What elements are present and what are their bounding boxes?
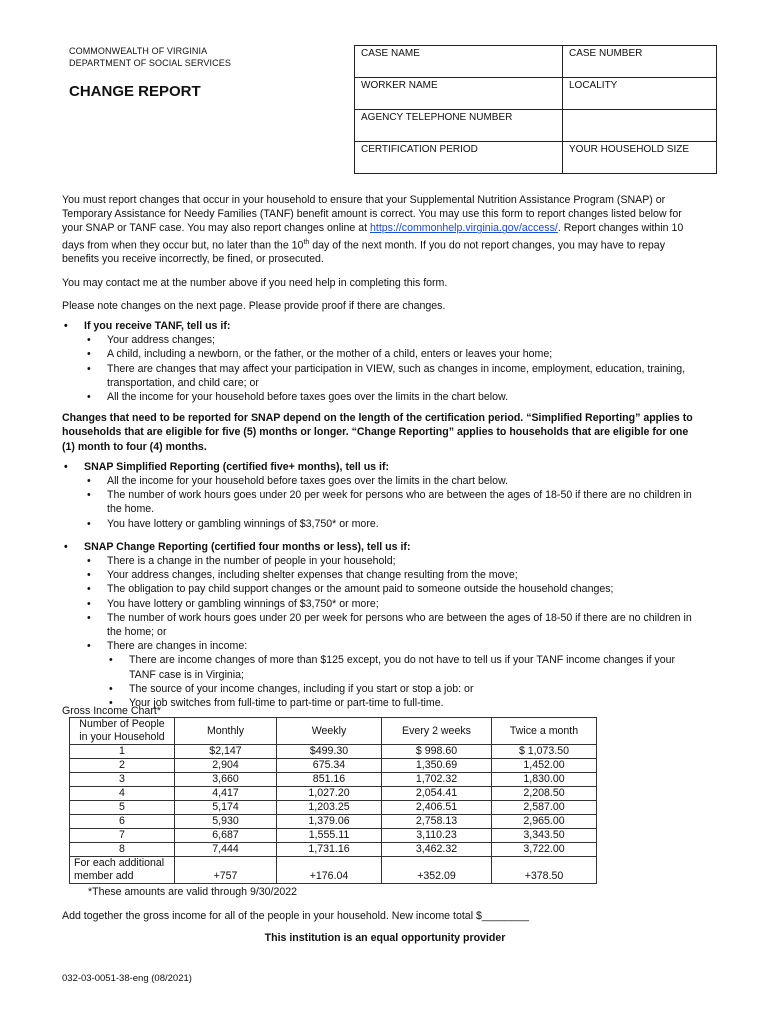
table-cell: 6 — [70, 815, 175, 829]
table-cell: For each additional member add — [70, 857, 175, 884]
table-cell: 1,830.00 — [492, 773, 597, 787]
table-cell: 2,208.50 — [492, 787, 597, 801]
proof-paragraph: Please note changes on the next page. Please provide proof if there are changes. — [62, 299, 446, 312]
case-number-label: CASE NUMBER — [569, 48, 643, 59]
list-item: • There is a change in the number of people in your household; — [62, 554, 702, 568]
list-item: • All the income for your household before taxes goes over the limits in the chart below. — [62, 474, 702, 488]
equal-opportunity-statement: This institution is an equal opportunity provider — [264, 932, 506, 944]
form-number: 032-03-0051-38-eng (08/2021) — [62, 973, 192, 984]
table-cell: 2,965.00 — [492, 815, 597, 829]
list-item: • The number of work hours goes under 20 per week for persons who are between the ages of 18-50 if there are no children in the home. — [62, 488, 702, 516]
table-row — [70, 829, 597, 843]
header-cell: Number of People in your Household — [70, 718, 175, 745]
table-row — [70, 745, 597, 759]
agency-line-1: COMMONWEALTH OF VIRGINIA — [69, 46, 208, 56]
list-item: • The source of your income changes, including if you start or stop a job: or — [62, 682, 702, 696]
worker-name-label: WORKER NAME — [361, 80, 438, 91]
table-cell: 1,731.16 — [277, 843, 382, 857]
table-cell: $2,147 — [175, 745, 277, 759]
table-cell: +378.50 — [492, 857, 597, 884]
table-cell: 7,444 — [175, 843, 277, 857]
table-cell: 2 — [70, 759, 175, 773]
commonhelp-link[interactable]: https://commonhelp.virginia.gov/access/ — [369, 222, 558, 235]
form-body — [62, 193, 702, 710]
table-cell: 1,350.69 — [382, 759, 492, 773]
snap-simplified-heading: • SNAP Simplified Reporting (certified five+ months), tell us if: — [62, 460, 702, 474]
table-cell: +352.09 — [382, 857, 492, 884]
case-name-field[interactable] — [355, 46, 563, 78]
table-cell: 5 — [70, 801, 175, 815]
table-row — [70, 787, 597, 801]
agency-phone-field[interactable] — [355, 110, 563, 142]
table-cell: 5,930 — [175, 815, 277, 829]
list-item: • You have lottery or gambling winnings of $3,750* or more; — [62, 597, 702, 611]
table-row — [70, 843, 597, 857]
table-row — [70, 857, 597, 884]
list-item: • A child, including a newborn, or the father, or the mother of a child, enters or leaves your home; — [62, 347, 702, 361]
header-cell: Twice a month — [492, 718, 597, 745]
intro-paragraph — [62, 193, 702, 267]
table-cell: +757 — [175, 857, 277, 884]
agency-phone-label: AGENCY TELEPHONE NUMBER — [361, 112, 513, 123]
list-item: • The number of work hours goes under 20 per week for persons who are between the ages of 18-50 if there are no children in the home; or — [62, 611, 702, 639]
agency-phone-extra-field[interactable] — [563, 110, 717, 142]
list-item: • All the income for your household before taxes goes over the limits in the chart below. — [62, 390, 702, 404]
form-title: CHANGE REPORT — [69, 83, 201, 100]
table-cell: 1 — [70, 745, 175, 759]
snap-change-heading: • SNAP Change Reporting (certified four months or less), tell us if: — [62, 540, 702, 554]
gross-income-chart — [69, 717, 597, 884]
case-name-label: CASE NAME — [361, 48, 420, 59]
table-cell: $ 1,073.50 — [492, 745, 597, 759]
table-cell: 5,174 — [175, 801, 277, 815]
table-cell: 675.34 — [277, 759, 382, 773]
table-cell: 1,555.11 — [277, 829, 382, 843]
table-cell: 8 — [70, 843, 175, 857]
table-cell: 1,027.20 — [277, 787, 382, 801]
table-cell: 4 — [70, 787, 175, 801]
table-cell: 1,452.00 — [492, 759, 597, 773]
snap-note: Changes that need to be reported for SNAP depend on the length of the certification period. “Simplified Reporting” applies to households that are eligible for five (5) months or longer. “Change Reporting” applies to households that are eligible for one (1) month to four (4) months. — [62, 412, 693, 453]
table-row — [70, 801, 597, 815]
table-cell: 2,054.41 — [382, 787, 492, 801]
income-total-line: Add together the gross income for all of the people in your household. New income total $________ — [62, 910, 530, 922]
intro-text-3: day of the next month. If you do not report changes, you may have to repay benefits you receive incorrectly, be fined, or prosecuted. — [62, 239, 665, 266]
list-item: • You have lottery or gambling winnings of $3,750* or more. — [62, 517, 702, 531]
intro-text-2: . Report changes within 10 days from when they occur but, no later than the 10 — [62, 222, 684, 252]
chart-title: Gross Income Chart* — [62, 705, 161, 717]
table-cell: 3,462.32 — [382, 843, 492, 857]
locality-label: LOCALITY — [569, 80, 618, 91]
table-cell: 2,904 — [175, 759, 277, 773]
table-cell: 7 — [70, 829, 175, 843]
chart-footnote: *These amounts are valid through 9/30/2022 — [88, 886, 298, 898]
table-cell: $499.30 — [277, 745, 382, 759]
header-cell: Every 2 weeks — [382, 718, 492, 745]
household-size-field[interactable] — [563, 142, 717, 174]
table-cell: 3,110.23 — [382, 829, 492, 843]
list-item: • There are changes in income: — [62, 639, 702, 653]
list-item: • There are income changes of more than $125 except, you do not have to tell us if your TANF income changes if your TANF case is in Virginia; — [62, 653, 702, 681]
table-cell: 851.16 — [277, 773, 382, 787]
certification-period-label: CERTIFICATION PERIOD — [361, 144, 478, 155]
table-cell: 3,722.00 — [492, 843, 597, 857]
table-cell: 1,203.25 — [277, 801, 382, 815]
intro-text-1: You must report changes that occur in your household to ensure that your Supplemental Nutrition Assistance Program (SNAP) or Temporary Assistance for Needy Families (TANF) benefit amount is correct. You may use this form to report changes listed below for your SNAP or TANF case. You may also report changes online at — [62, 194, 682, 235]
table-cell: 1,702.32 — [382, 773, 492, 787]
certification-period-field[interactable] — [355, 142, 563, 174]
header-cell: Weekly — [277, 718, 382, 745]
table-row — [70, 815, 597, 829]
locality-field[interactable] — [563, 78, 717, 110]
agency-line-2: DEPARTMENT OF SOCIAL SERVICES — [69, 58, 231, 68]
table-cell: 3,343.50 — [492, 829, 597, 843]
table-cell: 3,660 — [175, 773, 277, 787]
table-cell: 6,687 — [175, 829, 277, 843]
snap-simplified-section — [62, 460, 702, 531]
table-cell: 1,379.06 — [277, 815, 382, 829]
agency-name — [69, 45, 231, 69]
case-number-field[interactable] — [563, 46, 717, 78]
table-row — [70, 718, 597, 745]
list-item: • Your address changes; — [62, 333, 702, 347]
list-item: • The obligation to pay child support changes or the amount paid to someone outside the household changes; — [62, 582, 702, 596]
list-item: • Your job switches from full-time to part-time or part-time to full-time. — [62, 696, 702, 710]
table-cell: +176.04 — [277, 857, 382, 884]
list-item: • Your address changes, including shelter expenses that change resulting from the move; — [62, 568, 702, 582]
table-row — [70, 759, 597, 773]
table-cell: 2,587.00 — [492, 801, 597, 815]
table-cell: 4,417 — [175, 787, 277, 801]
table-cell: 2,758.13 — [382, 815, 492, 829]
table-row — [70, 773, 597, 787]
tanf-heading: • If you receive TANF, tell us if: — [62, 319, 702, 333]
contact-paragraph: You may contact me at the number above if you need help in completing this form. — [62, 276, 448, 289]
header-cell: Monthly — [175, 718, 277, 745]
intro-superscript: th — [303, 238, 310, 246]
list-item: • There are changes that may affect your participation in VIEW, such as changes in income, employment, education, training, transportation, and child care; or — [62, 362, 702, 390]
table-cell: 2,406.51 — [382, 801, 492, 815]
snap-change-section — [62, 540, 702, 710]
tanf-section — [62, 319, 702, 404]
worker-name-field[interactable] — [355, 78, 563, 110]
table-cell: 3 — [70, 773, 175, 787]
case-info-table — [354, 45, 717, 174]
table-cell: $ 998.60 — [382, 745, 492, 759]
household-size-label: YOUR HOUSEHOLD SIZE — [569, 144, 690, 155]
